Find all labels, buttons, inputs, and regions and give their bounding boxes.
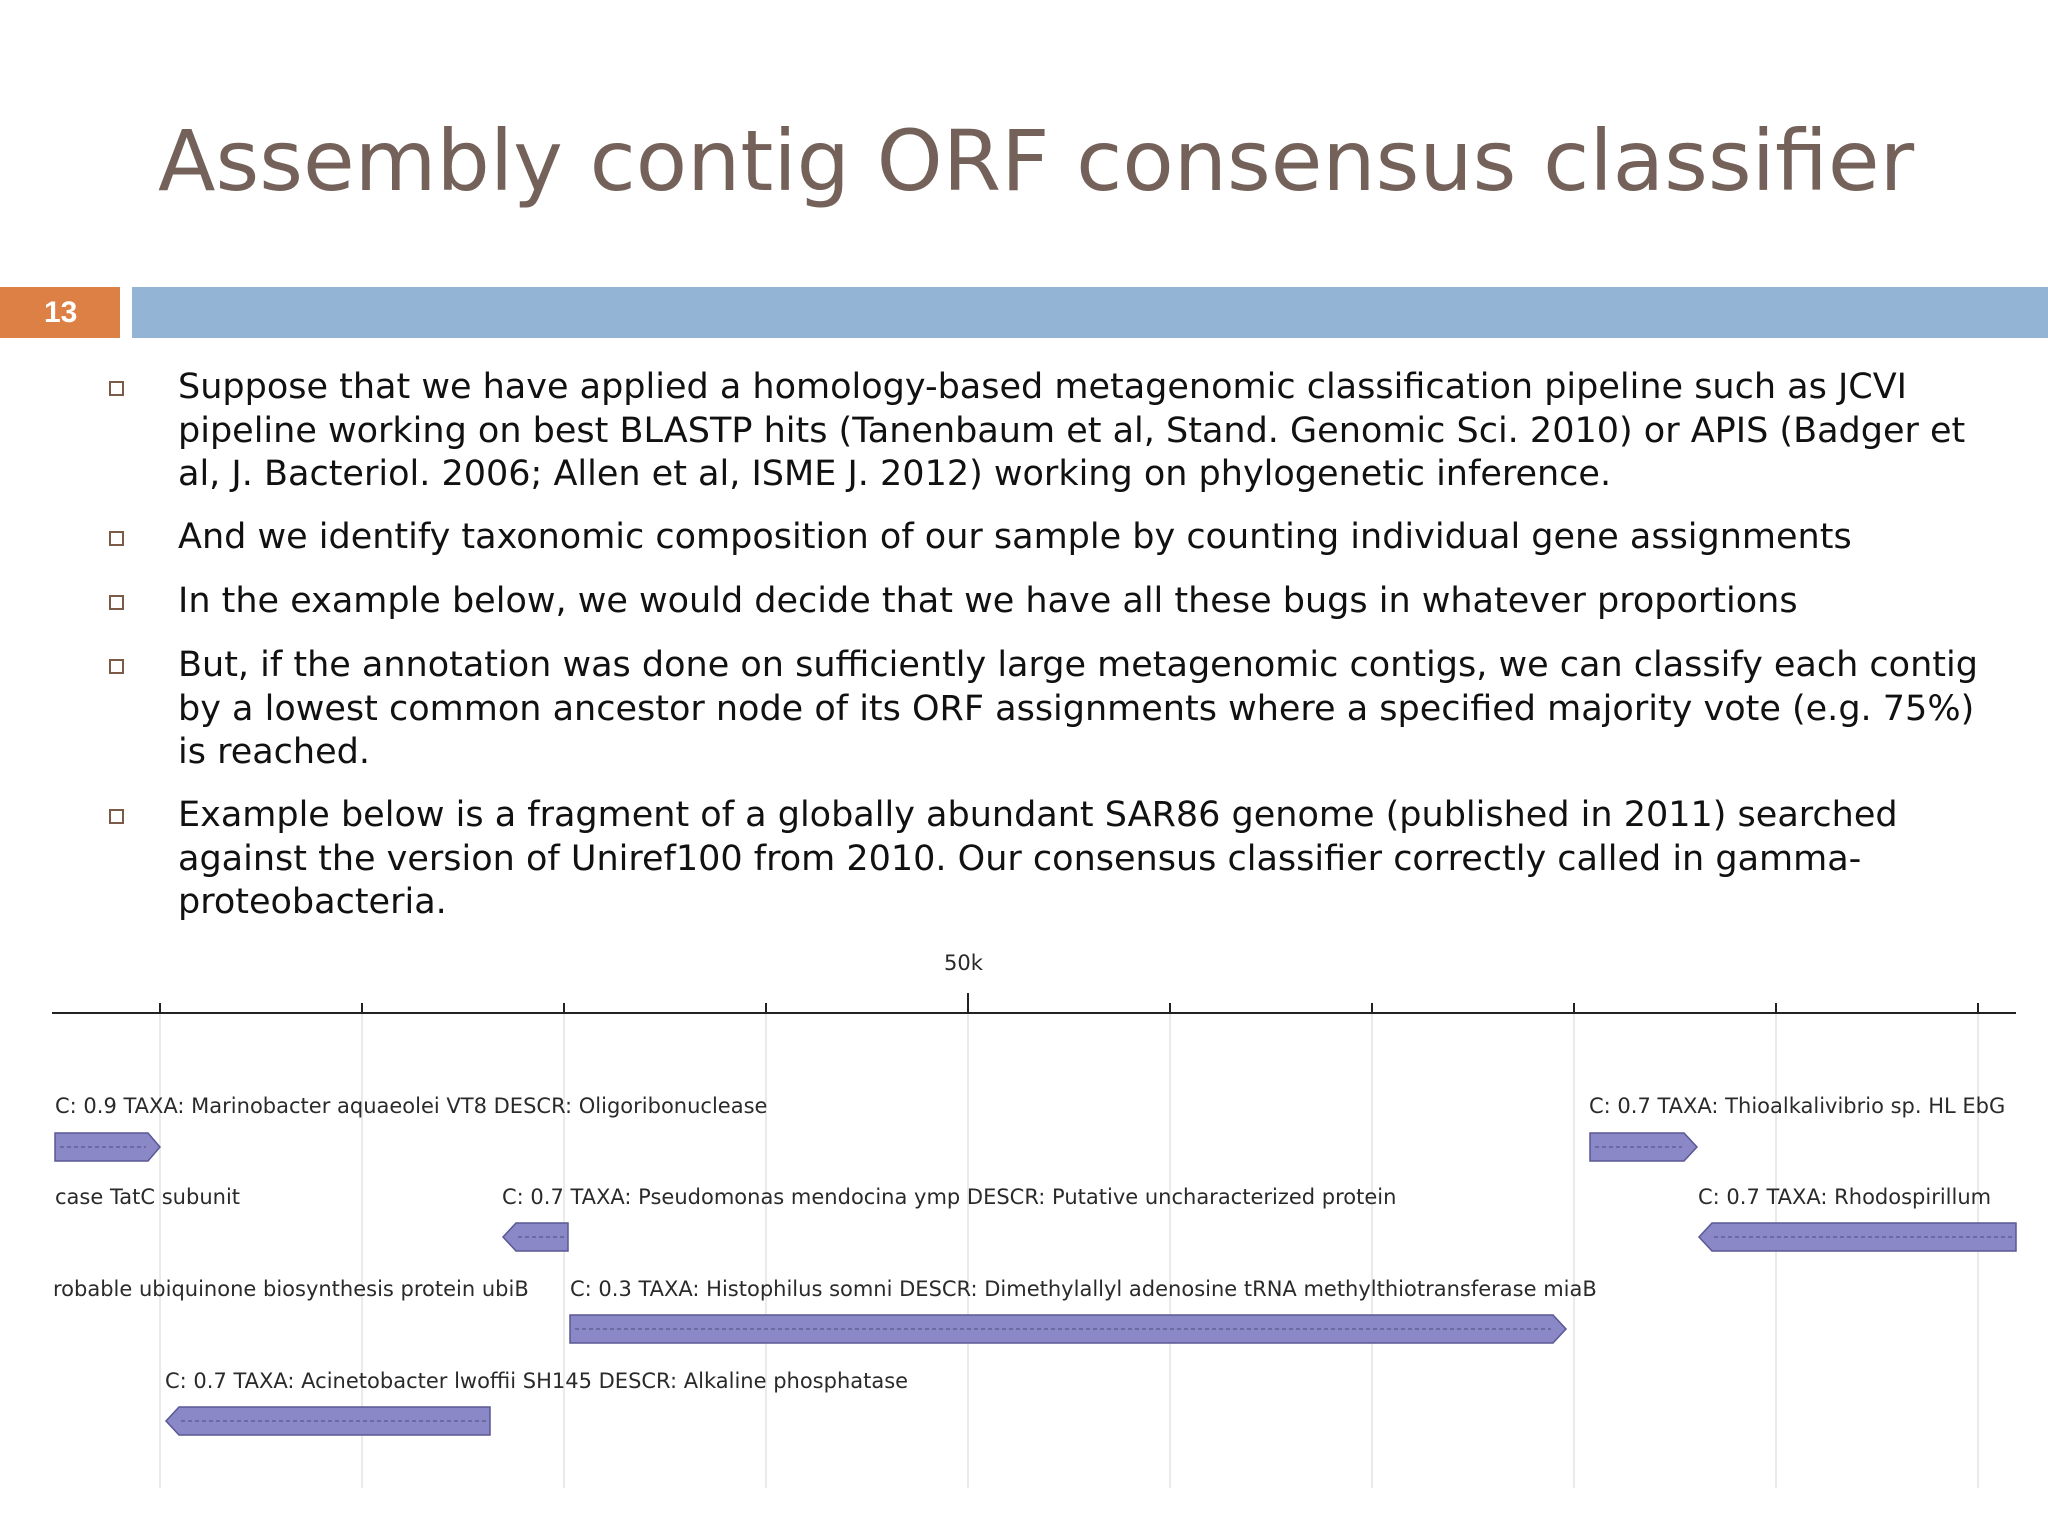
feature-label: C: 0.7 TAXA: Pseudomonas mendocina ymp DESCR: Putative uncharacterized protein [502, 1185, 1397, 1209]
genome-track-svg [0, 940, 2048, 1500]
bullet-text: Example below is a fragment of a globally abundant SAR86 genome (published in 2011) searched against the version of Uniref100 from 2010. Our consensus classifier correctly called in gamma-proteobacteria. [178, 795, 1898, 922]
square-bullet-icon [109, 595, 124, 610]
square-bullet-icon [109, 381, 124, 396]
square-bullet-icon [109, 809, 124, 824]
feature-label: C: 0.7 TAXA: Rhodospirillum [1698, 1185, 1992, 1209]
ruler-label: 50k [944, 951, 983, 975]
square-bullet-icon [109, 531, 124, 546]
ruler-axis [52, 993, 2016, 1013]
square-bullet-icon [109, 659, 124, 674]
genome-browser-view [0, 940, 2048, 1500]
bullet-text: But, if the annotation was done on sufficiently large metagenomic contigs, we can classify each contig by a lowest common ancestor node of its ORF assignments where a specified majority vote (e.g. 75%) is reached. [178, 645, 1978, 772]
slide-number: 13 [0, 287, 120, 338]
feature-label: case TatC subunit [55, 1185, 241, 1209]
feature-label: C: 0.3 TAXA: Histophilus somni DESCR: Dimethylallyl adenosine tRNA methylthiotransferase miaB [570, 1277, 1597, 1301]
bullet-text: And we identify taxonomic composition of our sample by counting individual gene assignments [178, 517, 1852, 557]
slide-title: Assembly contig ORF consensus classifier [158, 112, 1915, 210]
feature-label: C: 0.7 TAXA: Acinetobacter lwoffii SH145 DESCR: Alkaline phosphatase [165, 1369, 909, 1393]
feature-label: C: 0.7 TAXA: Thioalkalivibrio sp. HL EbG [1589, 1094, 2006, 1118]
bullet-text: In the example below, we would decide that we have all these bugs in whatever proportions [178, 581, 1798, 621]
feature-label: robable ubiquinone biosynthesis protein ubiB [53, 1277, 529, 1301]
feature-label: C: 0.9 TAXA: Marinobacter aquaeolei VT8 DESCR: Oligoribonuclease [55, 1094, 768, 1118]
bullet-text: Suppose that we have applied a homology-based metagenomic classification pipeline such as JCVI pipeline working on best BLASTP hits (Tanenbaum et al, Stand. Genomic Sci. 2010) or APIS (Badger et al, J. Bacteriol. 2006; Allen et al, ISME J. 2012) working on phylogenetic inference. [178, 367, 1966, 494]
title-divider-bar [132, 287, 2048, 338]
